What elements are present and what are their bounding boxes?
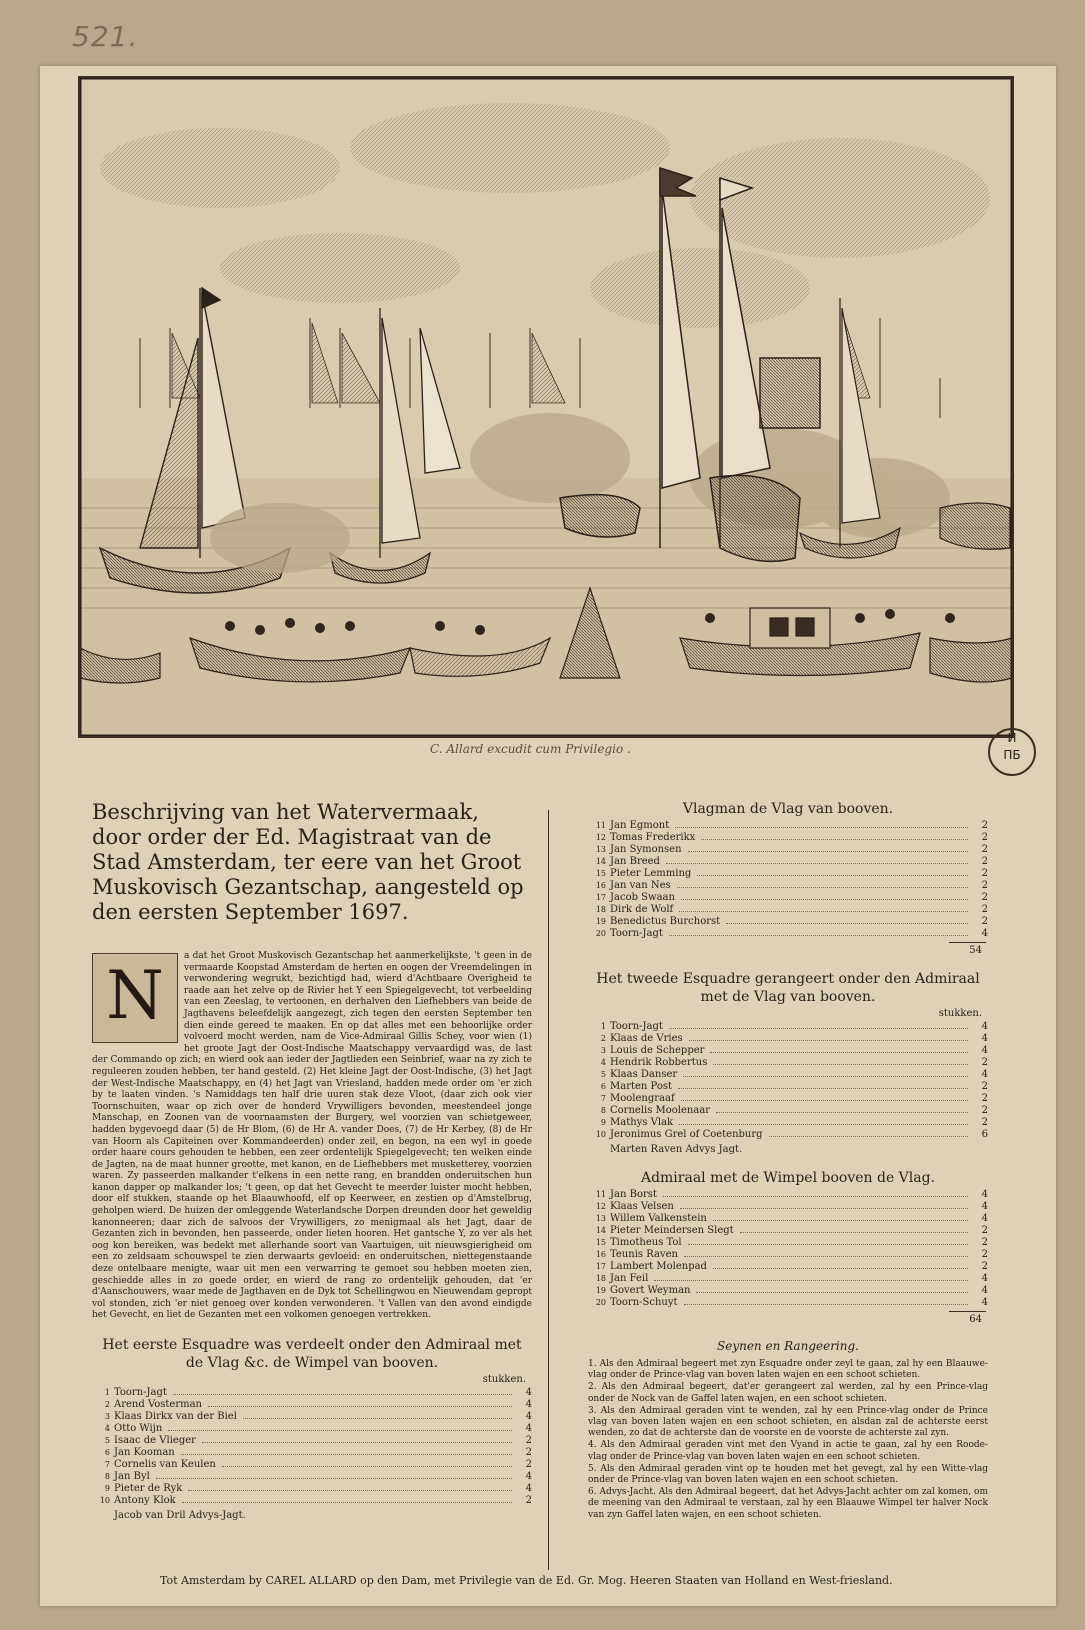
roster-count: 2 xyxy=(981,1249,988,1260)
roster-leader xyxy=(680,1208,968,1209)
roster-name: Benedictus Burchorst xyxy=(610,916,721,927)
roster-leader xyxy=(710,1052,968,1053)
roster-row xyxy=(588,1045,988,1057)
roster-count: 2 xyxy=(981,892,988,903)
roster-leader xyxy=(684,1256,968,1257)
roster-name: Lambert Molenpad xyxy=(610,1261,707,1272)
roster-row xyxy=(588,1237,988,1249)
roster-leader xyxy=(168,1430,512,1431)
roster-name: Pieter Lemming xyxy=(610,868,692,879)
roster-count: 4 xyxy=(981,1297,988,1308)
roster-name: Pieter Meindersen Slegt xyxy=(610,1225,734,1236)
squadron2-title: Het tweede Esquadre gerangeert onder den Admiraal met de Vlag van booven. xyxy=(596,971,980,1005)
roster-count: 2 xyxy=(525,1459,532,1470)
roster-leader xyxy=(156,1478,512,1479)
roster-count: 4 xyxy=(981,1021,988,1032)
roster-name: Klaas Velsen xyxy=(610,1201,674,1212)
roster-name: Jacob Swaan xyxy=(610,892,675,903)
roster-name: Jeronimus Grel of Coetenburg xyxy=(610,1129,763,1140)
roster-name: Dirk de Wolf xyxy=(610,904,674,915)
roster-row xyxy=(588,820,988,832)
roster-leader xyxy=(181,1454,512,1455)
roster-name: Louis de Schepper xyxy=(610,1045,705,1056)
roster-name: Jan Kooman xyxy=(114,1447,175,1458)
roster-number: 15 xyxy=(595,1238,606,1247)
roster-number: 5 xyxy=(104,1436,110,1445)
roster-count: 4 xyxy=(525,1387,532,1398)
roster-row xyxy=(588,844,988,856)
roster-row xyxy=(92,1495,532,1507)
roster-name: Jan Feil xyxy=(610,1273,649,1284)
roster-name: Otto Wijn xyxy=(114,1423,163,1434)
roster-count: 2 xyxy=(981,1105,988,1116)
vlagman-total-value: 54 xyxy=(949,942,986,956)
roster-count: 2 xyxy=(981,844,988,855)
roster-number: 2 xyxy=(600,1034,606,1043)
roster-number: 20 xyxy=(595,929,606,938)
roster-row xyxy=(588,1225,988,1237)
roster-name: Teunis Raven xyxy=(610,1249,678,1260)
roster-name: Mathys Vlak xyxy=(610,1117,674,1128)
roster-row xyxy=(588,1117,988,1129)
roster-row xyxy=(588,1093,988,1105)
roster-name: Jan Egmont xyxy=(610,820,670,831)
dropcap-letter: N xyxy=(106,957,164,1034)
roster-number: 12 xyxy=(595,833,606,842)
roster-row xyxy=(588,856,988,868)
roster-count: 2 xyxy=(981,832,988,843)
roster-number: 7 xyxy=(104,1460,110,1469)
roster-row xyxy=(588,904,988,916)
roster-leader xyxy=(679,1124,968,1125)
roster-count: 4 xyxy=(981,1201,988,1212)
squadron2-stukken-label: stukken. xyxy=(938,1008,982,1019)
roster-name: Toorn-Jagt xyxy=(610,1021,663,1032)
roster-row xyxy=(588,880,988,892)
roster-count: 4 xyxy=(525,1399,532,1410)
roster-count: 4 xyxy=(525,1483,532,1494)
roster-number: 6 xyxy=(104,1448,110,1457)
roster-name: Jan van Nes xyxy=(610,880,671,891)
roster-leader xyxy=(701,839,968,840)
roster-row xyxy=(92,1411,532,1423)
roster-name: Antony Klok xyxy=(114,1495,176,1506)
roster-row xyxy=(588,1273,988,1285)
roster-number: 7 xyxy=(600,1094,606,1103)
roster-row xyxy=(92,1459,532,1471)
roster-count: 6 xyxy=(981,1129,988,1140)
roster-leader xyxy=(713,1064,968,1065)
roster-count: 2 xyxy=(981,820,988,831)
roster-row xyxy=(92,1423,532,1435)
roster-number: 9 xyxy=(104,1484,110,1493)
roster-number: 6 xyxy=(600,1082,606,1091)
wimpel-total xyxy=(588,1311,988,1325)
roster-name: Moolengraaf xyxy=(610,1093,675,1104)
roster-row xyxy=(92,1471,532,1483)
roster-leader xyxy=(681,1100,968,1101)
roster-row xyxy=(588,1285,988,1297)
roster-name: Klaas de Vries xyxy=(610,1033,683,1044)
roster-number: 17 xyxy=(595,893,606,902)
signals-title: Seynen en Rangeering. xyxy=(717,1339,859,1353)
roster-name: Jan Byl xyxy=(114,1471,150,1482)
roster-row xyxy=(588,928,988,940)
roster-name: Arend Vosterman xyxy=(114,1399,202,1410)
engraving-imprint: C. Allard excudit cum Privilegio . xyxy=(430,742,631,756)
roster-count: 2 xyxy=(981,1081,988,1092)
roster-number: 16 xyxy=(595,881,606,890)
signal-item: 6. Advys-Jacht. Als den Admiraal begeert, dat het Advys-Jacht achter om zal komen, om de meening van den Admiraal te verstaan, zal hy een Blaauwe Wimpel ter halver Nock van zyn Gaffel laten wajen, en een schoot schieten. xyxy=(588,1487,988,1520)
roster-row xyxy=(92,1399,532,1411)
column-divider xyxy=(548,810,549,1570)
roster-row xyxy=(92,1483,532,1495)
roster-row xyxy=(588,1129,988,1141)
inventory-number: 521. xyxy=(72,20,139,53)
dropcap-initial xyxy=(92,953,178,1043)
vlagman-title: Vlagman de Vlag van booven. xyxy=(682,801,894,817)
description-text: a dat het Groot Muskovisch Gezantschap het aanmerkelijkste, 't geen in de vermaarde Koopstad Amsterdam de herten en oogen der Vreemdelingen in verwondering wegrukt, bezichtigd had, wierd d'Achtbaare Overigheid te raade aan het zelve op de Rivier het Y een Spiegelgevecht, tot verbeelding van een Zeeslag, te vertoonen, en derhalven den Liefhebbers van beide de Jagthavens beleefdelijk aangezegt, zich tegen den eersten September ten dien einde gereed te maaken. En op dat alles met een behoorlijke order volvoerd mocht werden, nam de Vice-Admiraal Gillis Schey, voor wien (1) het groote Jagt der Oost-Indische Maatschappy vervaardigd was, de last der Commando op zich; en wierd ook aan ieder der Jagtlieden een Seinbrief, waar na zy zich te reguleeren zouden hebben, ter hand gesteld. (2) Het kleine Jagt der Oost-Indische, (3) het Jagt der West-Indische Maatschappy, en (4) het Jagt van Vriesland, hadden mede order om 'er zich by te laaten vinden. 's Namiddags ten half drie uuren stak deze Vloot, (daar zich ook vier Toornschuiten, waar op zich over de honderd Vrywilligers bevonden, meestendeel jonge Manschap, en Zoonen van de voornaamsten der Burgery, wel voorzien van schietgeweer, hadden bygevoegd daar (5) de Hr Blom, (6) de Hr A. vander Does, (7) de Hr Kerbey, (8) de Hr van Hoorn als Capiteinen over Kommandeerden) onder zeil, en begon, na een wyl in goede order haare cours gehouden te hebben, een zeer ordentelijk Spiegelgevecht; ten welken einde de Jagten, na de maat hunner grootte, met kanon, en de Liefhebbers met musketterey, voorzien waren. Zy passeerden malkander t'elkens in een nette rang, en brandden onderuitschen hun kanon dapper op malkander los; 't geen, op dat het Gevecht te meerder luister mocht hebben, door elf stukken, staande op het Blaauwhoofd, elf op Keerweer, en zestien op d'Amstelbrug, geholpen wierd. De huizen der omleggende Waterlandsche Dorpen dreunden door het geweldig kanonneeren; daar zich de salvoos der Vrywilligers, zo menigmaal als het Jagt, daar de Gezanten zich in bevonden, hen passeerde, onder lieten hooren. Het gantsche Y, zo ver als het oog kon bereiken, was bedekt met allerhande soort van Vaartuigen, uit nieuwsgierigheid om een zo zeldsaam schouwspel te zien derwaarts gevloeid: en onderuitschen, niettegenstaande deze ontelbaare menigte, waar uit men een verwarring te gemoet sou hebben moeten zien, geschiedde alles in zo goede order, en wierd de rang zo ordentelijk gehouden, dat 'er d'Aanschouwers, waar mede de Jagthaven en de Dyk tot Schellingwou en Nieuwendam gepropt vol stonden, zich 'er niet genoeg over konden verwonderen. 't Vallen van den avond eindigde het Gevecht, en liet de Gezanten met een volkomen genoegen vertrekken. xyxy=(92,951,532,1321)
roster-row xyxy=(588,1021,988,1033)
roster-count: 4 xyxy=(981,1189,988,1200)
roster-leader xyxy=(713,1220,968,1221)
roster-count: 4 xyxy=(981,1213,988,1224)
roster-row xyxy=(588,1189,988,1201)
roster-number: 4 xyxy=(600,1058,606,1067)
roster-number: 10 xyxy=(99,1496,110,1505)
roster-count: 4 xyxy=(525,1471,532,1482)
roster-name: Cornelis Moolenaar xyxy=(610,1105,711,1116)
squadron1-title: Het eerste Esquadre was verdeelt onder den Admiraal met de Vlag &c. de Wimpel van booven. xyxy=(102,1337,522,1371)
roster-number: 9 xyxy=(600,1118,606,1127)
squadron1-roster xyxy=(92,1387,532,1507)
roster-leader xyxy=(696,1292,968,1293)
roster-number: 8 xyxy=(600,1106,606,1115)
roster-leader xyxy=(675,827,968,828)
roster-number: 4 xyxy=(104,1424,110,1433)
roster-row xyxy=(92,1435,532,1447)
roster-leader xyxy=(202,1442,512,1443)
wimpel-title: Admiraal met de Wimpel booven de Vlag. xyxy=(640,1170,936,1186)
publisher-footer: Tot Amsterdam by CAREL ALLARD op den Dam, met Privilegie van de Ed. Gr. Mog. Heeren Staaten van Holland en West-friesland. xyxy=(160,1574,893,1587)
roster-row xyxy=(588,916,988,928)
document-title: Beschrijving van het Watervermaak, door order der Ed. Magistraat van de Stad Amsterdam, ter eere van het Groot Muskovisch Gezantschap, aangesteld op den eersten September 1697. xyxy=(92,800,524,924)
roster-name: Pieter de Ryk xyxy=(114,1483,183,1494)
roster-leader xyxy=(688,1244,968,1245)
roster-count: 2 xyxy=(981,880,988,891)
roster-number: 1 xyxy=(104,1388,110,1397)
roster-count: 2 xyxy=(981,1237,988,1248)
roster-leader xyxy=(182,1502,512,1503)
roster-number: 5 xyxy=(600,1070,606,1079)
roster-count: 2 xyxy=(525,1495,532,1506)
roster-count: 2 xyxy=(981,1057,988,1068)
roster-count: 4 xyxy=(981,928,988,939)
roster-count: 4 xyxy=(981,1273,988,1284)
roster-leader xyxy=(188,1490,512,1491)
roster-number: 18 xyxy=(595,905,606,914)
roster-number: 3 xyxy=(600,1046,606,1055)
roster-row xyxy=(588,868,988,880)
roster-name: Willem Valkenstein xyxy=(610,1213,707,1224)
roster-row xyxy=(588,1081,988,1093)
roster-leader xyxy=(716,1112,968,1113)
roster-number: 18 xyxy=(595,1274,606,1283)
roster-leader xyxy=(681,899,968,900)
roster-number: 13 xyxy=(595,1214,606,1223)
engraving-naval-battle xyxy=(78,76,1014,738)
roster-count: 4 xyxy=(981,1069,988,1080)
roster-count: 4 xyxy=(981,1033,988,1044)
roster-number: 1 xyxy=(600,1022,606,1031)
signal-item: 3. Als den Admiraal geraden vint te wenden, zal hy een Prince-vlag onder de Prince vlag van boven laten wajen en een schoot schieten, en alsdan zal de achterste eerst wenden, zo dat de achterste dan de voorste en de voorste de achterste zal zyn. xyxy=(588,1405,988,1439)
roster-count: 2 xyxy=(981,1093,988,1104)
roster-number: 12 xyxy=(595,1202,606,1211)
roster-count: 2 xyxy=(981,856,988,867)
roster-number: 14 xyxy=(595,857,606,866)
vlagman-roster xyxy=(588,820,988,940)
roster-row xyxy=(92,1447,532,1459)
roster-name: Klaas Dirkx van der Biel xyxy=(114,1411,237,1422)
roster-name: Klaas Danser xyxy=(610,1069,678,1080)
roster-number: 11 xyxy=(595,1190,606,1199)
roster-count: 2 xyxy=(981,916,988,927)
roster-name: Marten Post xyxy=(610,1081,673,1092)
roster-leader xyxy=(769,1136,968,1137)
roster-name: Jan Symonsen xyxy=(610,844,682,855)
left-column xyxy=(92,800,532,1521)
roster-name: Govert Weyman xyxy=(610,1285,691,1296)
roster-row xyxy=(588,892,988,904)
squadron1-note: Jacob van Dril Advys-Jagt. xyxy=(114,1510,246,1521)
roster-number: 14 xyxy=(595,1226,606,1235)
roster-number: 13 xyxy=(595,845,606,854)
roster-leader xyxy=(669,935,968,936)
roster-leader xyxy=(654,1280,968,1281)
roster-number: 15 xyxy=(595,869,606,878)
roster-number: 17 xyxy=(595,1262,606,1271)
roster-row xyxy=(92,1387,532,1399)
roster-row xyxy=(588,1213,988,1225)
roster-number: 3 xyxy=(104,1412,110,1421)
wimpel-total-value: 64 xyxy=(949,1311,986,1325)
roster-name: Toorn-Jagt xyxy=(610,928,663,939)
library-stamp xyxy=(988,728,1036,776)
roster-count: 2 xyxy=(981,1117,988,1128)
roster-row xyxy=(588,1297,988,1309)
right-column xyxy=(588,800,988,1522)
roster-leader xyxy=(679,911,968,912)
roster-count: 4 xyxy=(525,1423,532,1434)
roster-name: Jan Breed xyxy=(610,856,660,867)
signal-item: 2. Als den Admiraal begeert, dat'er gerangeert zal werden, zal hy een Prince-vlag onder de Nock van de Gaffel laten wajen, en een schoot schieten. xyxy=(588,1382,988,1404)
roster-count: 4 xyxy=(981,1045,988,1056)
roster-number: 19 xyxy=(595,917,606,926)
roster-count: 2 xyxy=(525,1435,532,1446)
roster-leader xyxy=(689,1040,968,1041)
roster-leader xyxy=(663,1196,968,1197)
squadron2-roster xyxy=(588,1021,988,1141)
roster-row xyxy=(588,1201,988,1213)
roster-row xyxy=(588,1057,988,1069)
roster-leader xyxy=(713,1268,968,1269)
roster-row xyxy=(588,1069,988,1081)
roster-number: 10 xyxy=(595,1130,606,1139)
roster-leader xyxy=(208,1406,512,1407)
roster-name: Jan Borst xyxy=(610,1189,657,1200)
engraving-illustration xyxy=(80,78,1012,736)
squadron1-stukken-label: stukken. xyxy=(482,1374,526,1385)
roster-leader xyxy=(678,1088,968,1089)
squadron2-note: Marten Raven Advys Jagt. xyxy=(610,1144,743,1155)
roster-leader xyxy=(726,923,968,924)
roster-name: Tomas Frederikx xyxy=(610,832,696,843)
signals-list xyxy=(588,1359,988,1521)
roster-name: Cornelis van Keulen xyxy=(114,1459,216,1470)
roster-number: 8 xyxy=(104,1472,110,1481)
roster-count: 2 xyxy=(981,1261,988,1272)
roster-row xyxy=(588,1105,988,1117)
roster-leader xyxy=(677,887,968,888)
roster-number: 20 xyxy=(595,1298,606,1307)
roster-leader xyxy=(684,1304,968,1305)
roster-leader xyxy=(669,1028,968,1029)
roster-count: 4 xyxy=(525,1411,532,1422)
roster-leader xyxy=(740,1232,968,1233)
roster-count: 2 xyxy=(525,1447,532,1458)
roster-number: 16 xyxy=(595,1250,606,1259)
roster-count: 2 xyxy=(981,1225,988,1236)
vlagman-total xyxy=(588,942,988,956)
roster-leader xyxy=(222,1466,512,1467)
stamp-line-1: И xyxy=(1007,731,1017,745)
roster-count: 4 xyxy=(981,1285,988,1296)
roster-name: Toorn-Jagt xyxy=(114,1387,167,1398)
roster-number: 2 xyxy=(104,1400,110,1409)
roster-row xyxy=(588,1249,988,1261)
description-block xyxy=(92,951,532,1322)
roster-leader xyxy=(688,851,968,852)
roster-number: 11 xyxy=(595,821,606,830)
roster-count: 2 xyxy=(981,904,988,915)
roster-leader xyxy=(683,1076,968,1077)
roster-leader xyxy=(173,1394,512,1395)
roster-leader xyxy=(666,863,968,864)
roster-leader xyxy=(243,1418,512,1419)
roster-count: 2 xyxy=(981,868,988,879)
roster-leader xyxy=(697,875,968,876)
wimpel-roster xyxy=(588,1189,988,1309)
roster-name: Toorn-Schuyt xyxy=(610,1297,678,1308)
signal-item: 5. Als den Admiraal geraden vint op te houden met het gevegt, zal hy een Witte-vlag onder de Prince-vlag van boven laten wajen en een schoot schieten. xyxy=(588,1463,988,1486)
stamp-line-2: ПБ xyxy=(1003,748,1021,762)
roster-name: Hendrik Robbertus xyxy=(610,1057,708,1068)
roster-name: Isaac de Vlieger xyxy=(114,1435,196,1446)
signal-item: 1. Als den Admiraal begeert met zyn Esquadre onder zeyl te gaan, zal hy een Blaauwe-vlag onder de Prince-vlag van boven laten wajen en een schoot schieten. xyxy=(588,1359,988,1381)
roster-row xyxy=(588,1033,988,1045)
roster-number: 19 xyxy=(595,1286,606,1295)
roster-row xyxy=(588,832,988,844)
roster-row xyxy=(588,1261,988,1273)
signal-item: 4. Als den Admiraal geraden vint met den Vyand in actie te gaan, zal hy een Roode-vlag onder de Prince-vlag van boven laten wajen en een schoot schieten. xyxy=(588,1440,988,1462)
roster-name: Timotheus Tol xyxy=(610,1237,682,1248)
